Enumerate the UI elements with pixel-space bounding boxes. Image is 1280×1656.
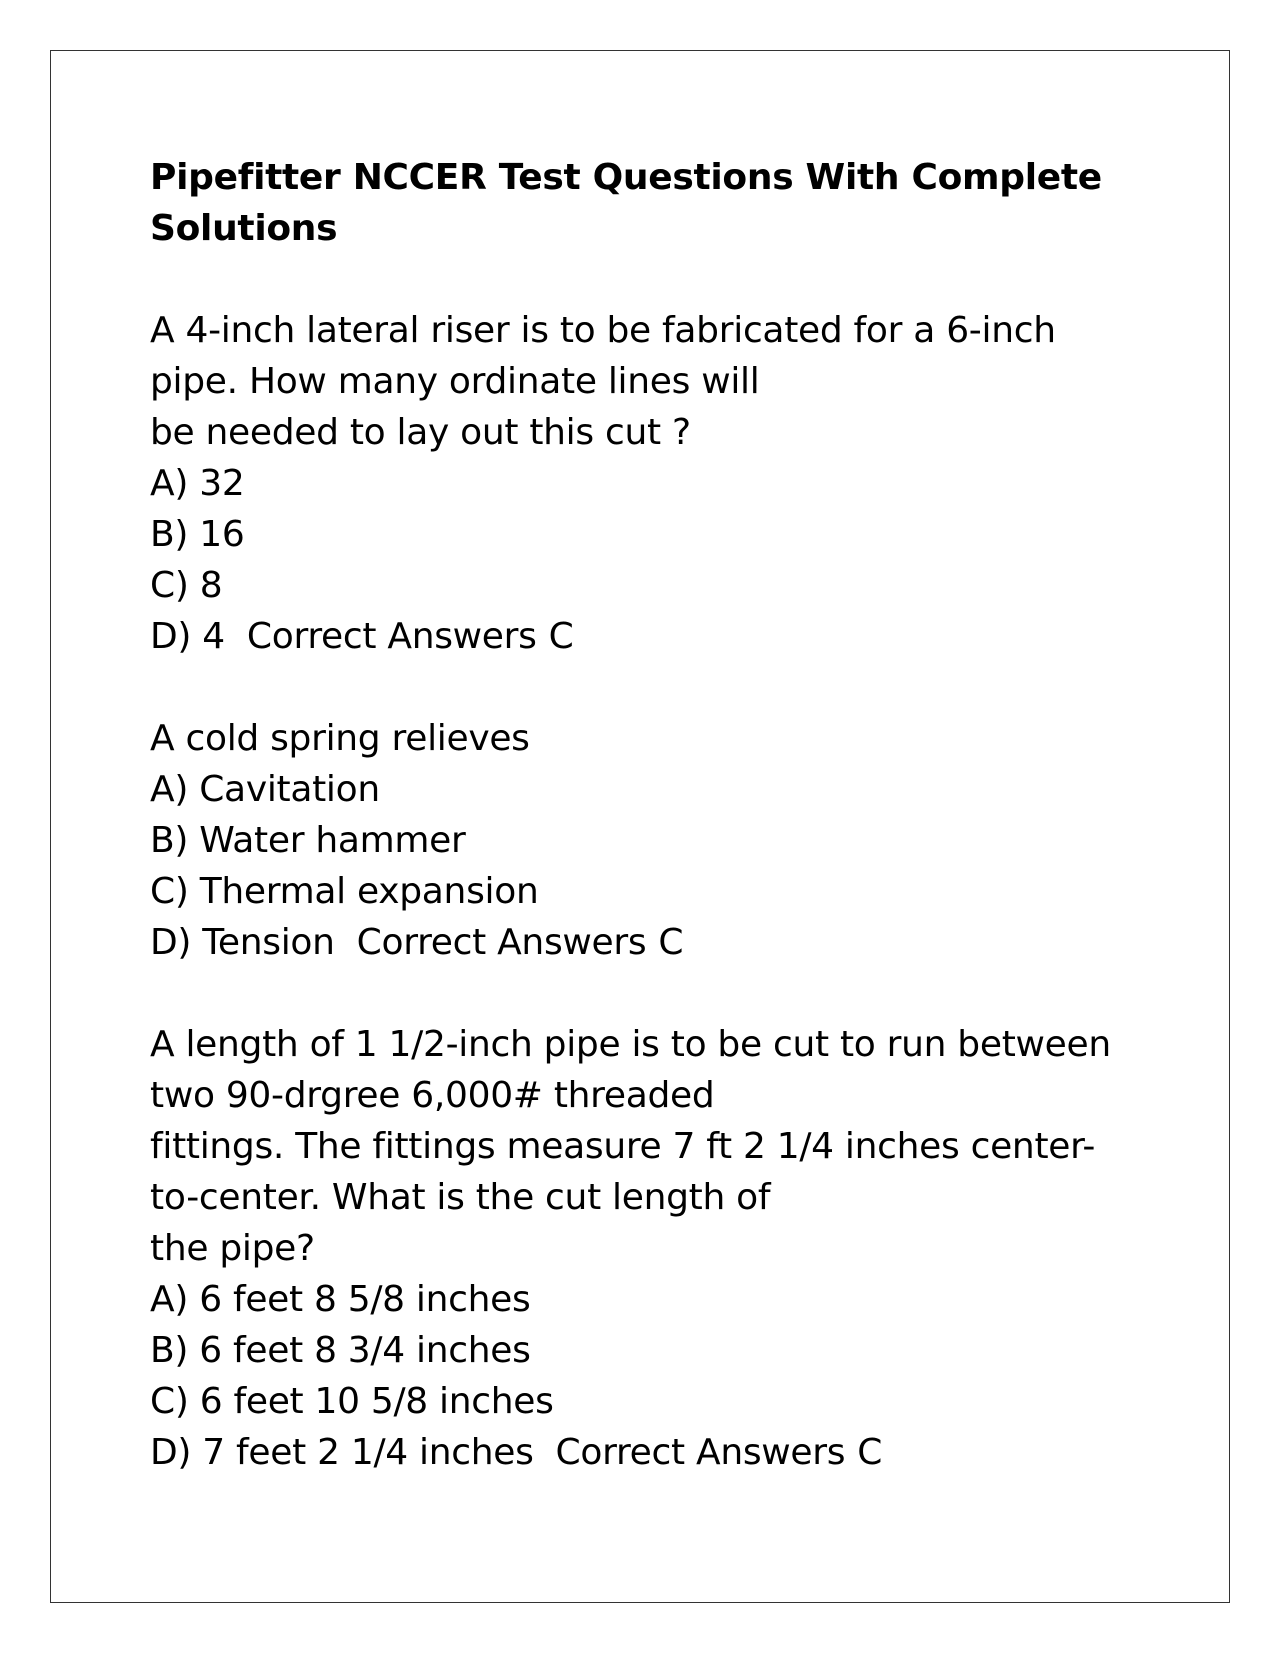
question-stem-line: A 4-inch lateral riser is to be fabricated for a 6-inch	[150, 310, 1056, 351]
question-3	[150, 1019, 1110, 1478]
answer-label: Correct Answers	[356, 922, 647, 963]
question-stem-line: two 90-drgree 6,000# threaded	[150, 1075, 715, 1116]
question-stem-line: be needed to lay out this cut ?	[150, 412, 691, 453]
document-title: Pipefitter NCCER Test Questions With Complete Solutions	[150, 157, 1102, 249]
answer-value: C	[857, 1432, 883, 1473]
option-d: D) 4	[150, 616, 225, 657]
question-stem-line: A length of 1 1/2-inch pipe is to be cut to run between	[150, 1024, 1111, 1065]
question-stem-line: fittings. The fittings measure 7 ft 2 1/4 inches center-	[150, 1126, 1096, 1167]
answer-value: C	[658, 922, 684, 963]
option-d-with-answer	[150, 1427, 1110, 1478]
option-b: B) Water hammer	[150, 820, 466, 861]
answer-label: Correct Answers	[555, 1432, 846, 1473]
option-a: A) 6 feet 8 5/8 inches	[150, 1279, 531, 1320]
answer-value: C	[548, 616, 574, 657]
answer-label: Correct Answers	[246, 616, 537, 657]
question-2	[150, 713, 1110, 968]
option-d-with-answer	[150, 611, 1110, 662]
question-stem-line: A cold spring relieves	[150, 718, 530, 759]
option-c: C) 8	[150, 565, 223, 606]
option-d: D) Tension	[150, 922, 335, 963]
option-b: B) 6 feet 8 3/4 inches	[150, 1330, 531, 1371]
option-b: B) 16	[150, 514, 245, 555]
option-d-with-answer	[150, 917, 1110, 968]
option-c: C) 6 feet 10 5/8 inches	[150, 1381, 554, 1422]
question-stem-line: pipe. How many ordinate lines will	[150, 361, 760, 402]
option-a: A) 32	[150, 463, 245, 504]
option-a: A) Cavitation	[150, 769, 380, 810]
option-c: C) Thermal expansion	[150, 871, 539, 912]
document-content	[150, 152, 1110, 1478]
question-stem-line: the pipe?	[150, 1228, 315, 1269]
question-stem-line: to-center. What is the cut length of	[150, 1177, 771, 1218]
option-d: D) 7 feet 2 1/4 inches	[150, 1432, 534, 1473]
question-1	[150, 305, 1110, 662]
